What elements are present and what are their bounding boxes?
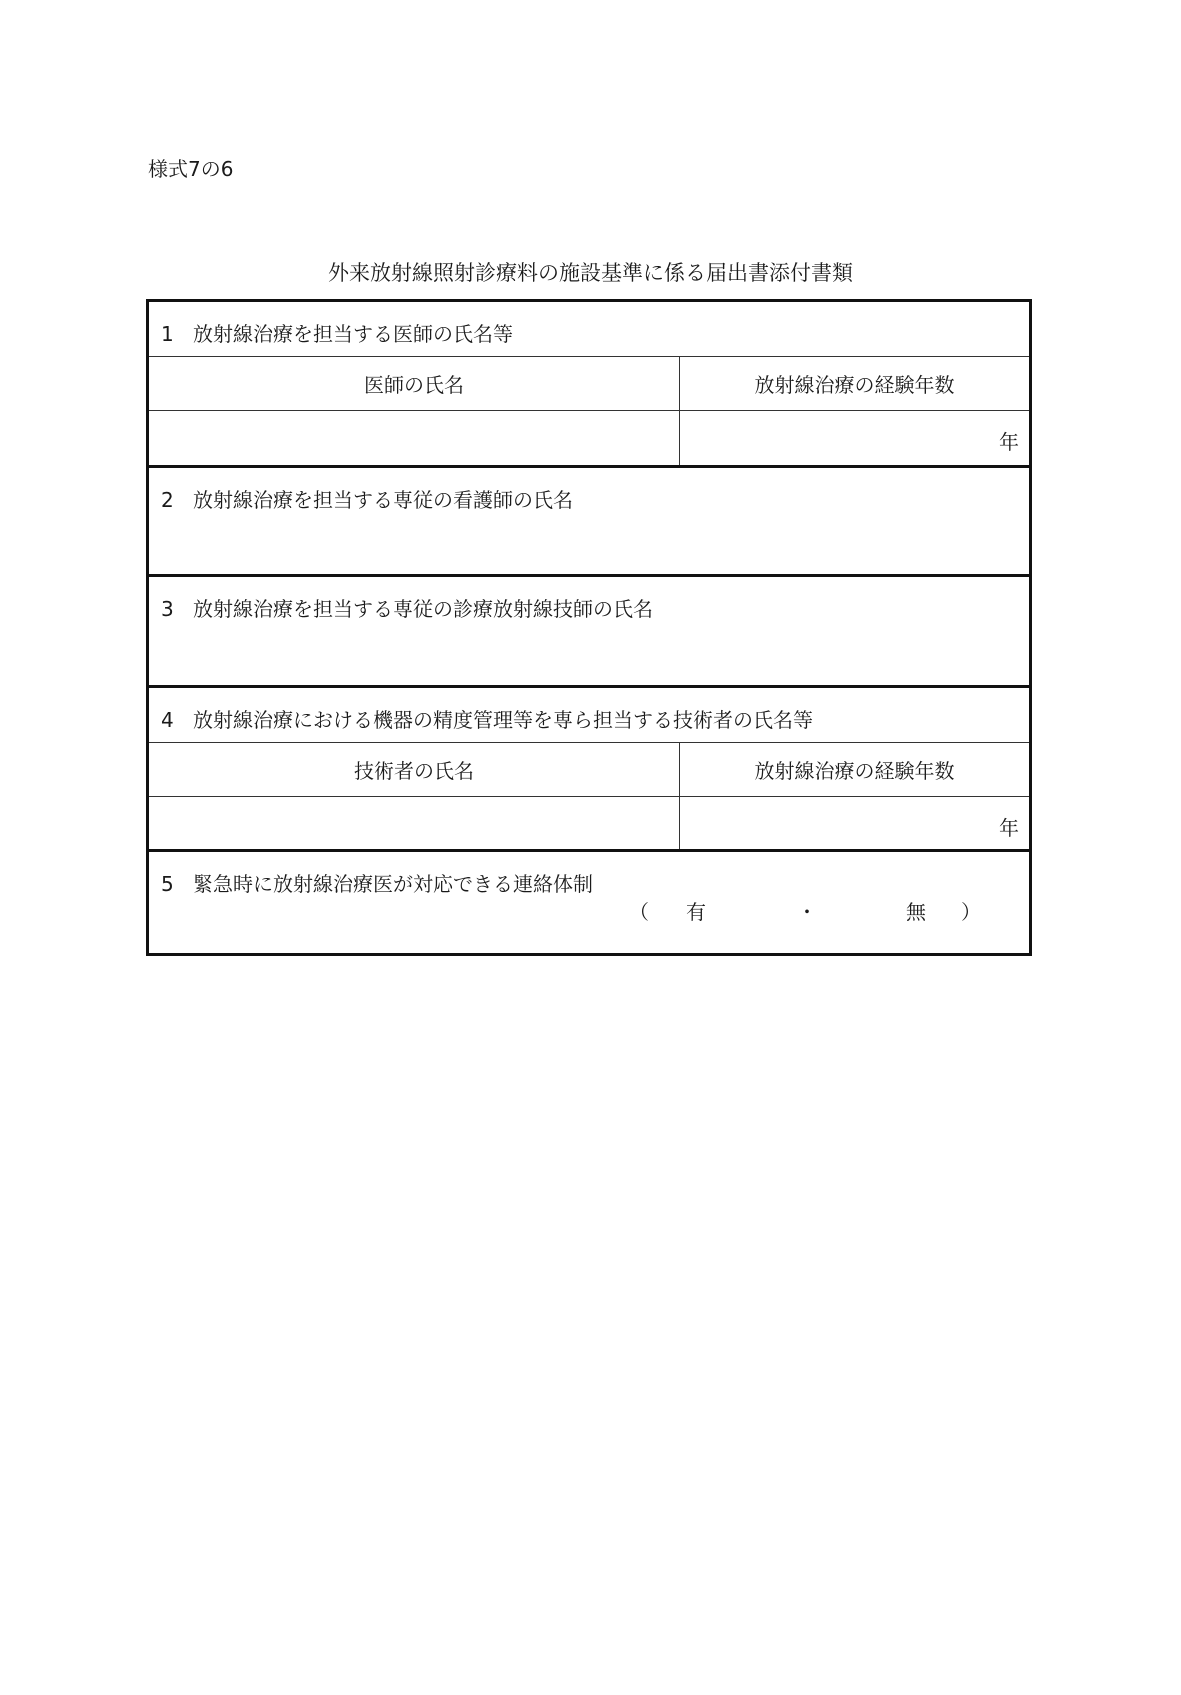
section-1-entry-row xyxy=(149,411,1029,468)
technician-experience-years-field[interactable] xyxy=(680,797,1029,849)
choice-separator: ・ xyxy=(797,900,817,924)
section-3-label: 放射線治療を担当する専従の診療放射線技師の氏名 xyxy=(193,597,653,621)
section-3-radiographer-field[interactable] xyxy=(149,577,1029,688)
section-2-label: 放射線治療を担当する専従の看護師の氏名 xyxy=(193,488,573,512)
form-number: 様式7の6 xyxy=(148,157,234,181)
section-4-number: 4 xyxy=(161,708,174,732)
technician-name-field[interactable] xyxy=(149,797,680,849)
notification-form-table xyxy=(146,299,1032,956)
choice-close-paren: ） xyxy=(961,900,981,924)
section-1-column-header-row xyxy=(149,357,1029,411)
years-unit: 年 xyxy=(999,430,1019,454)
section-2-nurse-field[interactable] xyxy=(149,468,1029,577)
section-5-number: 5 xyxy=(161,872,174,896)
section-5-label: 緊急時に放射線治療医が対応できる連絡体制 xyxy=(193,872,593,896)
section-5-emergency-contact xyxy=(149,852,1029,953)
doctor-name-column-header: 医師の氏名 xyxy=(149,357,680,410)
section-2-number: 2 xyxy=(161,488,174,512)
document-title: 外来放射線照射診療料の施設基準に係る届出書添付書類 xyxy=(328,261,853,285)
doctor-name-field[interactable] xyxy=(149,411,680,465)
technician-experience-column-header: 放射線治療の経験年数 xyxy=(754,759,955,783)
section-4-entry-row xyxy=(149,797,1029,852)
section-4-column-header-row xyxy=(149,743,1029,797)
choice-yes[interactable]: 有 xyxy=(686,900,706,924)
section-1-label: 放射線治療を担当する医師の氏名等 xyxy=(193,322,513,346)
section-4-header xyxy=(149,688,1029,743)
doctor-experience-years-field[interactable] xyxy=(680,411,1029,465)
section-4-label: 放射線治療における機器の精度管理等を専ら担当する技術者の氏名等 xyxy=(193,708,813,732)
doctor-experience-column-header: 放射線治療の経験年数 xyxy=(754,373,955,397)
section-1-number: 1 xyxy=(161,322,174,346)
technician-name-column-header: 技術者の氏名 xyxy=(149,743,680,796)
choice-no[interactable]: 無 xyxy=(906,900,926,924)
years-unit: 年 xyxy=(999,816,1019,840)
choice-open-paren: （ xyxy=(629,900,649,924)
section-3-number: 3 xyxy=(161,597,174,621)
section-1-header xyxy=(149,302,1029,357)
